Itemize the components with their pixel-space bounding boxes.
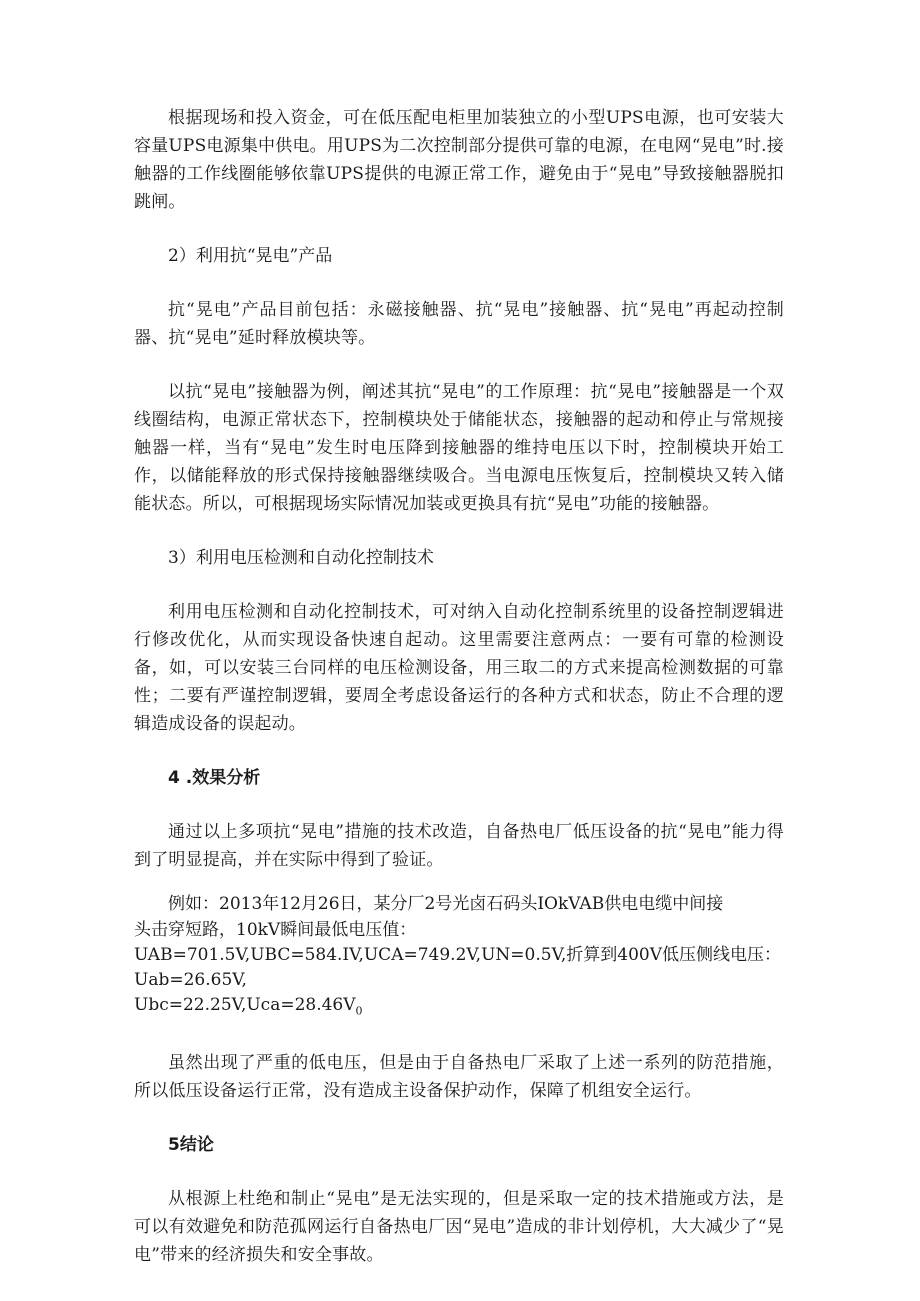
example-line — [134, 993, 784, 1023]
heading-number: 4 — [168, 768, 180, 788]
paragraph-ups: 根据现场和投入资金，可在低压配电柜里加装独立的小型UPS电源，也可安装大容量UPS电源集中供电。用UPS为二次控制部分提供可靠的电源，在电网“晃电”时.接触器的工作线圈能够依靠UPS提供的电源正常工作，避免由于“晃电”导致接触器脱扣跳闸。 — [134, 108, 784, 212]
paragraph-conclusion: 从根源上杜绝和制止“晃电”是无法实现的，但是采取一定的技术措施或方法，是可以有效避免和防范孤网运行自备热电厂因“晃电”造成的非计划停机，大大减少了“晃电”带来的经济损失和安全事故。 — [134, 1189, 784, 1266]
example-line: UAB=701.5V,UBC=584.IV,UCA=749.2V,UN=0.5V,折算到400V低压侧线电压： — [134, 945, 782, 965]
heading-number: 5 — [168, 1135, 180, 1156]
heading-effect-analysis — [134, 764, 784, 792]
heading-voltage-detection: 3）利用电压检测和自动化控制技术 — [168, 548, 434, 568]
heading-text: 结论 — [179, 1135, 214, 1156]
paragraph-contactor-principle: 以抗“晃电”接触器为例，阐述其抗“晃电”的工作原理：抗“晃电”接触器是一个双线圈结构，电源正常状态下，控制模块处于储能状态，接触器的起动和停止与常规接触器一样，当有“晃电”发生时电压降到接触器的维持电压以下时，控制模块开始工作，以储能释放的形式保持接触器继续吸合。当电源电压恢复后，控制模块又转入储能状态。所以，可根据现场实际情况加装或更换具有抗“晃电”功能的接触器。 — [134, 382, 784, 514]
voltage-subscript: 0 — [355, 1004, 363, 1018]
voltage-values: Ubc=22.25V,Uca=28.46V — [134, 995, 356, 1015]
example-line: 例如：2013年12月26日，某分厂2号光卤石码头IOkVAB供电电缆中间接 — [168, 894, 724, 914]
heading-text: .效果分析 — [179, 768, 261, 788]
paragraph-result: 虽然出现了严重的低电压，但是由于自备热电厂采取了上述一系列的防范措施，所以低压设备运行正常，没有造成主设备保护动作，保障了机组安全运行。 — [134, 1053, 784, 1102]
paragraph-effect-summary: 通过以上多项抗“晃电”措施的技术改造，自备热电厂低压设备的抗“晃电”能力得到了明显提高，并在实际中得到了验证。 — [134, 822, 784, 870]
example-line: 头击穿短路，10kV瞬间最低电压值： — [134, 920, 417, 940]
paragraph-voltage-detection: 利用电压检测和自动化控制技术，可对纳入自动化控制系统里的设备控制逻辑进行修改优化，从而实现设备快速自起动。这里需要注意两点：一要有可靠的检测设备，如，可以安装三台同样的电压检测设备，用三取二的方式来提高检测数据的可靠性；二要有严谨控制逻辑，要周全考虑设备运行的各种方式和状态，防止不合理的逻辑造成设备的误起动。 — [134, 602, 784, 734]
heading-conclusion — [134, 1131, 784, 1159]
paragraph-products-list: 抗“晃电”产品目前包括：永磁接触器、抗“晃电”接触器、抗“晃电”再起动控制器、抗“晃电”延时释放模块等。 — [134, 300, 784, 348]
example-block — [134, 890, 784, 1023]
example-line: Uab=26.65V, — [134, 970, 247, 990]
document-page — [134, 104, 784, 1269]
heading-anti-sag-products: 2）利用抗“晃电”产品 — [168, 246, 333, 266]
